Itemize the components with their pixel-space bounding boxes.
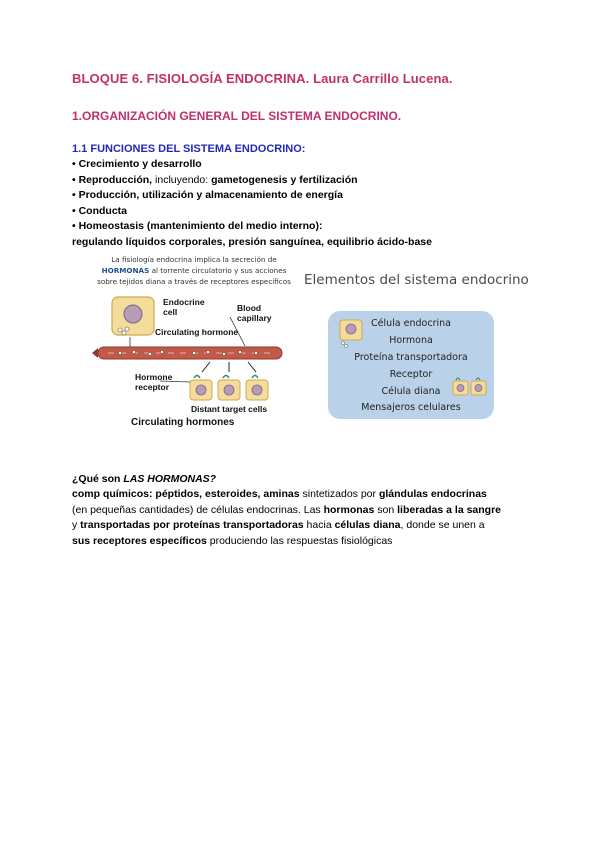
figure-right-title: Elementos del sistema endocrino — [304, 272, 529, 288]
figure-caption: La fisiología endocrina implica la secreción de HORMONAS al torrente circulatorio y sus acciones sobre tejidos diana a través de receptores específicos — [97, 255, 291, 286]
functions-list — [72, 157, 432, 251]
text-line: y transportadas por proteínas transportadoras hacia células diana, donde se unen a — [72, 519, 485, 532]
list-item: • Reproducción, incluyendo: gametogenesis y fertilización — [72, 173, 358, 186]
subsection-heading: 1.1 FUNCIONES DEL SISTEMA ENDOCRINO: — [72, 143, 306, 155]
text-line: (en pequeñas cantidades) de células endocrinas. Las hormonas son liberadas a la sangre — [72, 503, 502, 516]
hormone-receptor-label: Hormone receptor — [135, 372, 173, 392]
element-item: Célula endocrina — [371, 318, 451, 329]
element-item: Hormona — [389, 335, 433, 346]
question-line: ¿Qué son LAS HORMONAS? — [72, 473, 217, 485]
element-item: Receptor — [389, 369, 433, 380]
section-heading: 1.ORGANIZACIÓN GENERAL DEL SISTEMA ENDOCRINO. — [72, 109, 402, 123]
text-line: sus receptores específicos produciendo las respuestas fisiológicas — [72, 534, 393, 547]
list-item: regulando líquidos corporales, presión sanguínea, equilibrio ácido-base — [72, 235, 432, 248]
distant-target-cells-label: Distant target cells — [191, 404, 268, 414]
circulating-hormones-label: Circulating hormones — [131, 417, 235, 428]
list-item: • Producción, utilización y almacenamiento de energía — [72, 189, 343, 202]
document-title: BLOQUE 6. FISIOLOGÍA ENDOCRINA. Laura Carrillo Lucena. — [72, 71, 453, 86]
list-item: • Crecimiento y desarrollo — [72, 158, 202, 170]
list-item: • Conducta — [72, 204, 128, 217]
blood-capillary-label: Blood capillary — [237, 303, 272, 323]
text-line: comp químicos: péptidos, esteroides, aminas sintetizados por glándulas endocrinas — [72, 488, 487, 501]
hormones-paragraph — [72, 472, 501, 549]
endocrine-cell-label: Endocrine cell — [163, 297, 205, 317]
element-item: Célula diana — [381, 386, 441, 397]
list-item: • Homeostasis (mantenimiento del medio interno): — [72, 220, 323, 233]
element-item: Mensajeros celulares — [361, 402, 461, 413]
element-item: Proteína transportadora — [354, 352, 468, 363]
circulating-hormone-label: Circulating hormone — [155, 327, 239, 337]
